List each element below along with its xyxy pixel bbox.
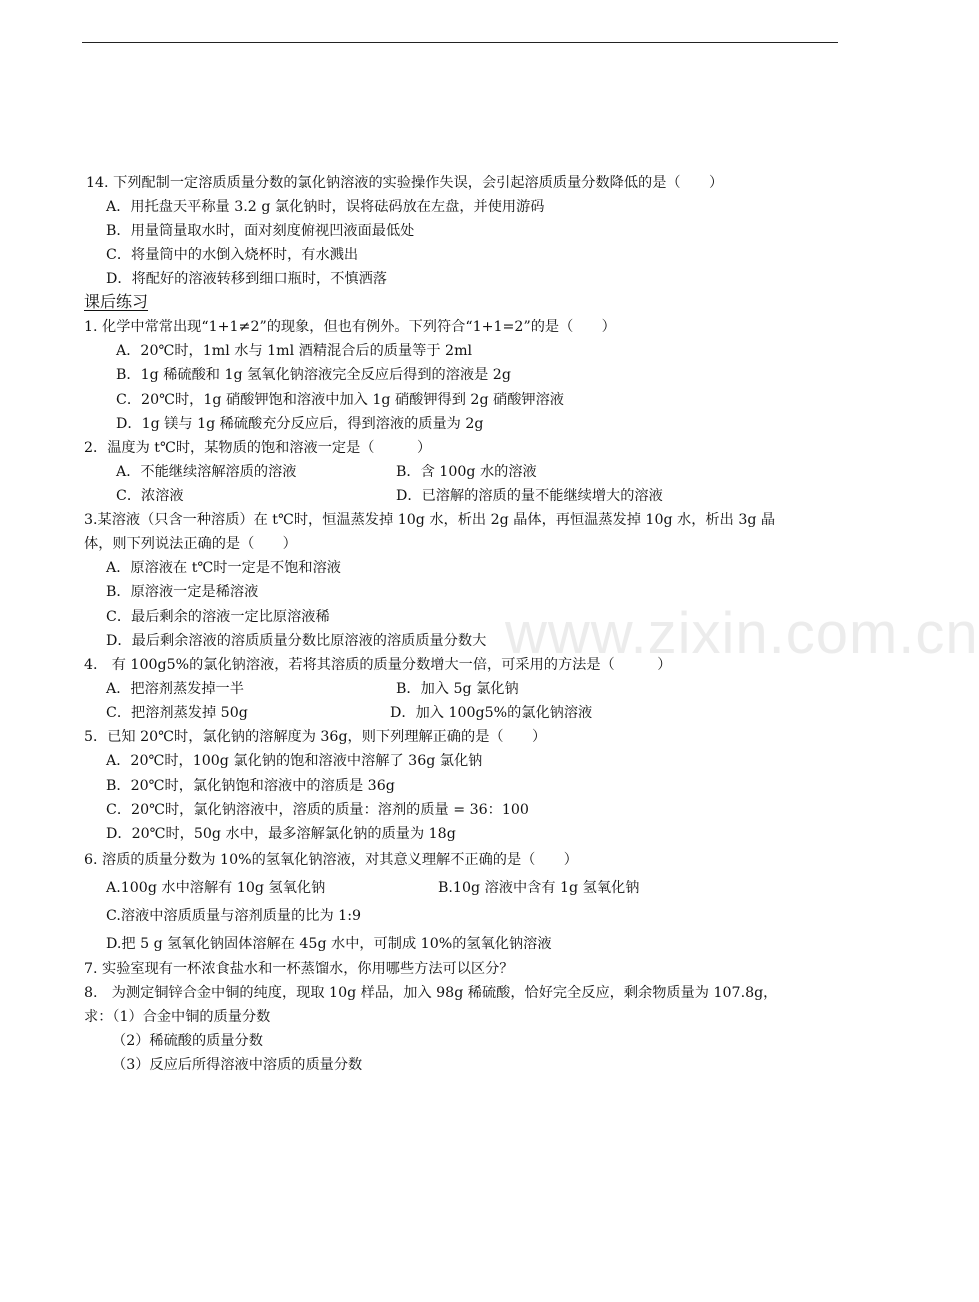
q7-stem: 7. 实验室现有一杯浓食盐水和一杯蒸馏水，你用哪些方法可以区分？ — [84, 961, 514, 977]
q8-stem-line1: 8. 为测定铜锌合金中铜的纯度，现取 10g 样品，加入 98g 稀硫酸，恰好完全反应，剩余物质量为 107.8g， — [84, 985, 778, 1001]
q6-option-d: D.把 5 g 氢氧化钠固体溶解在 45g 水中，可制成 10%的氢氧化钠溶液 — [106, 936, 552, 952]
q14-stem: 14. 下列配制一定溶质质量分数的氯化钠溶液的实验操作失误，会引起溶质质量分数降低的是（ ） — [86, 175, 724, 191]
q4-option-c: C．把溶剂蒸发掉 50g — [106, 705, 248, 721]
q4-option-a: A．把溶剂蒸发掉一半 — [106, 681, 244, 697]
q14-option-d: D．将配好的溶液转移到细口瓶时，不慎洒落 — [106, 271, 387, 287]
q5-option-d: D．20℃时，50g 水中，最多溶解氯化钠的质量为 18g — [106, 826, 456, 842]
q5-option-c: C．20℃时，氯化钠溶液中，溶质的质量：溶剂的质量 = 36：100 — [106, 802, 529, 818]
q1-option-b: B．1g 稀硫酸和 1g 氢氧化钠溶液完全反应后得到的溶液是 2g — [116, 367, 511, 383]
q8-sub-question-2: （2）稀硫酸的质量分数 — [112, 1033, 263, 1049]
q14-option-c: C．将量筒中的水倒入烧杯时，有水溅出 — [106, 247, 359, 263]
q3-option-b: B．原溶液一定是稀溶液 — [106, 584, 259, 600]
q1-option-a: A．20℃时，1ml 水与 1ml 酒精混合后的质量等于 2ml — [116, 343, 473, 359]
q4-option-d: D．加入 100g5%的氯化钠溶液 — [390, 705, 593, 721]
q3-option-d: D．最后剩余溶液的溶质质量分数比原溶液的溶质质量分数大 — [106, 633, 487, 649]
q2-option-b: B．含 100g 水的溶液 — [396, 464, 537, 480]
q3-option-c: C．最后剩余的溶液一定比原溶液稀 — [106, 609, 330, 625]
q5-option-a: A．20℃时，100g 氯化钠的饱和溶液中溶解了 36g 氯化钠 — [106, 753, 483, 769]
q14-option-b: B．用量筒量取水时，面对刻度俯视凹液面最低处 — [106, 223, 415, 239]
q4-stem: 4. 有 100g5%的氯化钠溶液，若将其溶质的质量分数增大一倍，可采用的方法是（ ） — [84, 657, 672, 673]
q2-option-a: A．不能继续溶解溶质的溶液 — [116, 464, 297, 480]
q6-stem: 6. 溶质的质量分数为 10%的氢氧化钠溶液，对其意义理解不正确的是（ ） — [84, 852, 578, 868]
q3-option-a: A．原溶液在 t℃时一定是不饱和溶液 — [106, 560, 341, 576]
q1-option-d: D．1g 镁与 1g 稀硫酸充分反应后，得到溶液的质量为 2g — [116, 416, 484, 432]
q6-option-a: A.100g 水中溶解有 10g 氢氧化钠 — [106, 880, 326, 896]
section-title: 课后练习 — [84, 292, 149, 311]
q5-option-b: B．20℃时，氯化钠饱和溶液中的溶质是 36g — [106, 778, 395, 794]
q6-option-b: B.10g 溶液中含有 1g 氢氧化钠 — [438, 880, 640, 896]
q8-stem-line2: 求：（1）合金中铜的质量分数 — [84, 1009, 271, 1025]
header-rule — [82, 42, 838, 43]
q8-sub-question-3: （3）反应后所得溶液中溶质的质量分数 — [112, 1057, 363, 1073]
q2-option-d: D．已溶解的溶质的量不能继续增大的溶液 — [396, 488, 663, 504]
q1-option-c: C．20℃时，1g 硝酸钾饱和溶液中加入 1g 硝酸钾得到 2g 硝酸钾溶液 — [116, 392, 564, 408]
q3-stem-line2: 体，则下列说法正确的是（ ） — [84, 536, 297, 552]
q3-stem-line1: 3.某溶液（只含一种溶质）在 t℃时，恒温蒸发掉 10g 水，析出 2g 晶体，再恒温蒸发掉 10g 水，析出 3g 晶 — [84, 512, 776, 528]
q2-stem: 2．温度为 t℃时，某物质的饱和溶液一定是（ ） — [84, 440, 432, 456]
watermark: www.zixin.com.cn — [505, 601, 979, 666]
q4-option-b: B．加入 5g 氯化钠 — [396, 681, 519, 697]
q14-option-a: A．用托盘天平称量 3.2 g 氯化钠时，误将砝码放在左盘，并使用游码 — [106, 199, 545, 215]
q5-stem: 5．已知 20℃时，氯化钠的溶解度为 36g，则下列理解正确的是（ ） — [84, 729, 547, 745]
q1-stem: 1. 化学中常常出现“1+1≠2”的现象，但也有例外。下列符合“1+1=2”的是（ ） — [84, 319, 616, 335]
q6-option-c: C.溶液中溶质质量与溶剂质量的比为 1:9 — [106, 908, 362, 924]
q2-option-c: C．浓溶液 — [116, 488, 184, 504]
